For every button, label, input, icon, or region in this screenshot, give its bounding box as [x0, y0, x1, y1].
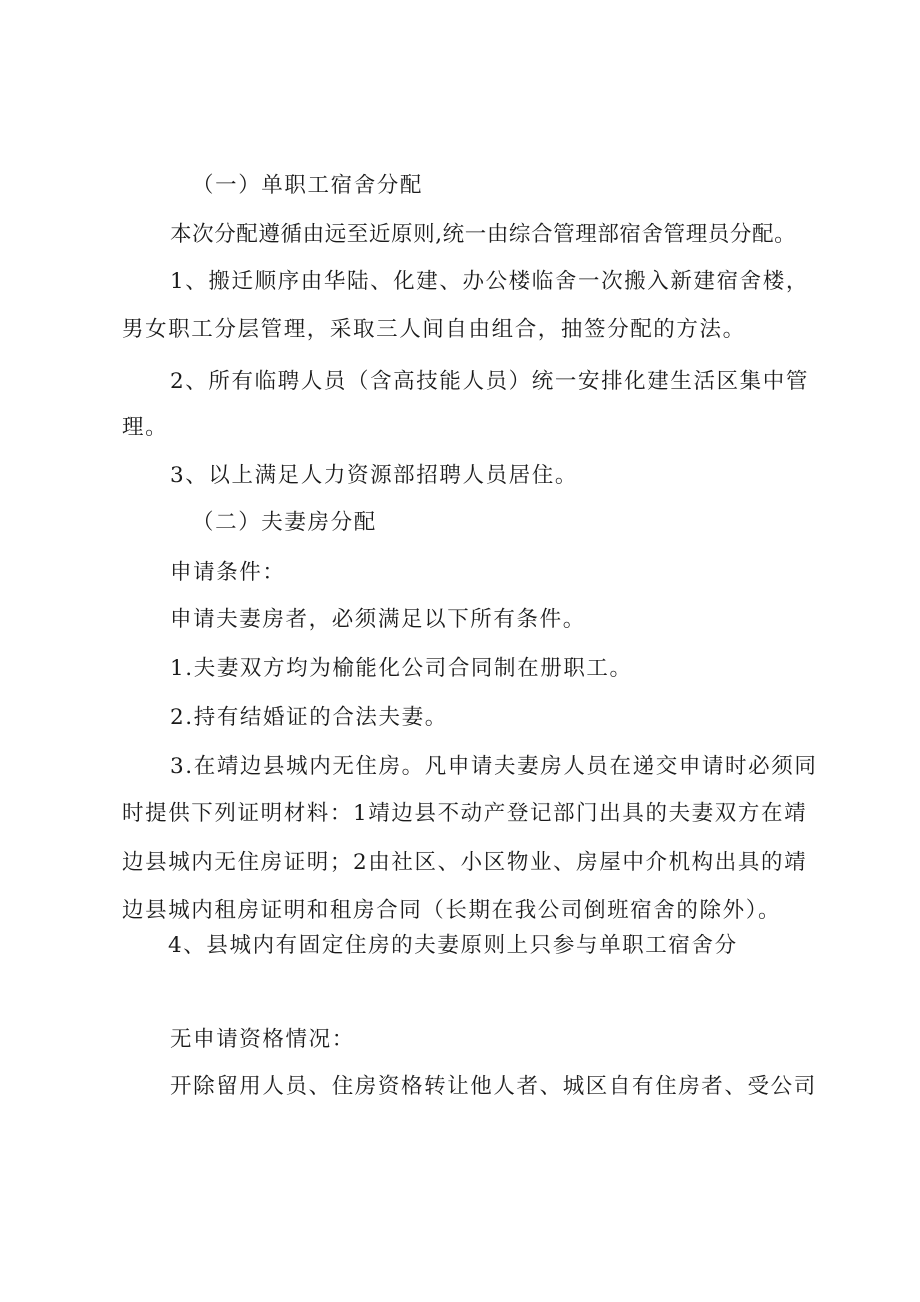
- paragraph-item-1-line-1: 1、搬迁顺序由华陆、化建、办公楼临舍一次搬入新建宿舍楼，: [170, 269, 809, 294]
- subheading-ineligible-cases: 无申请资格情况：: [170, 1027, 355, 1052]
- paragraph-item-3: 3、以上满足人力资源部招聘人员居住。: [170, 463, 578, 488]
- paragraph-condition-3-line-1: 3.在靖边县城内无住房。凡申请夫妻房人员在递交申请时必须同: [170, 754, 818, 779]
- subheading-application-conditions: 申请条件：: [170, 560, 286, 585]
- paragraph-item-1-line-2: 男女职工分层管理，采取三人间自由组合，抽签分配的方法。: [122, 317, 746, 342]
- paragraph-allocation-principle: 本次分配遵循由远至近原则,统一由综合管理部宿舍管理员分配。: [170, 222, 797, 247]
- paragraph-item-2-line-2: 理。: [122, 415, 169, 440]
- paragraph-condition-3-line-2: 时提供下列证明材料：1靖边县不动产登记部门出具的夫妻双方在靖: [122, 801, 808, 826]
- paragraph-item-2-line-1: 2、所有临聘人员（含高技能人员）统一安排化建生活区集中管: [170, 369, 809, 394]
- paragraph-condition-4: 4、县城内有固定住房的夫妻原则上只参与单职工宿舍分: [168, 933, 738, 958]
- paragraph-condition-3-line-3: 边县城内无住房证明；2由社区、小区物业、房屋中介机构出具的靖: [122, 850, 808, 875]
- paragraph-ineligible-cases: 开除留用人员、住房资格转让他人者、城区自有住房者、受公司: [170, 1074, 817, 1099]
- section-heading-couple-housing: （二）夫妻房分配: [192, 510, 377, 535]
- paragraph-condition-2: 2.持有结婚证的合法夫妻。: [170, 705, 448, 730]
- paragraph-condition-3-line-4: 边县城内租房证明和租房合同（长期在我公司倒班宿舍的除外）。: [122, 898, 782, 923]
- section-heading-single-staff-dormitory: （一）单职工宿舍分配: [192, 173, 424, 198]
- paragraph-condition-1: 1.夫妻双方均为榆能化公司合同制在册职工。: [170, 656, 633, 681]
- paragraph-conditions-intro: 申请夫妻房者，必须满足以下所有条件。: [170, 607, 586, 632]
